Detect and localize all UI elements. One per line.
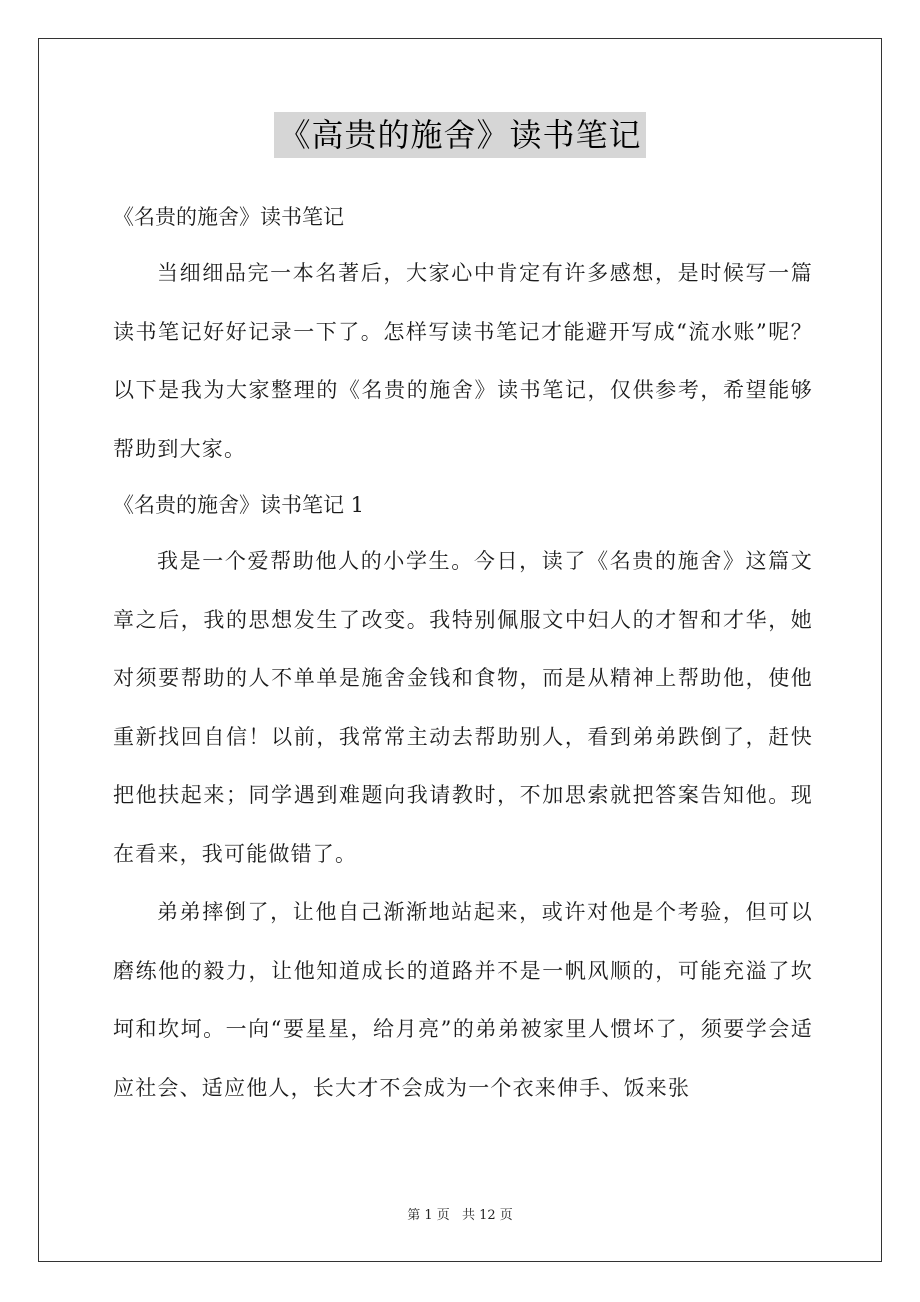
document-subtitle: 《名贵的施舍》读书笔记 [113, 205, 344, 229]
page-number: 第 1 页 [407, 1208, 450, 1223]
body-paragraph-2: 弟弟摔倒了，让他自己渐渐地站起来，或许对他是个考验，但可以磨练他的毅力，让他知道成长的道路并不是一帆风顺的，可能充溢了坎坷和坎坷。一向“要星星，给月亮”的弟弟被家里人惯坏了，须要学会适应社会、适应他人，长大才不会成为一个衣来伸手、饭来张 [113, 900, 813, 1100]
page-footer [0, 1204, 920, 1223]
body-paragraph-1: 我是一个爱帮助他人的小学生。今日，读了《名贵的施舍》这篇文章之后，我的思想发生了改变。我特别佩服文中妇人的才智和才华，她对须要帮助的人不单单是施舍金钱和食物，而是从精神上帮助他，使他重新找回自信！以前，我常常主动去帮助别人，看到弟弟跌倒了，赶快把他扶起来；同学遇到难题向我请教时，不加思索就把答案告知他。现在看来，我可能做错了。 [113, 549, 813, 866]
page-total: 共 12 页 [461, 1208, 513, 1223]
page-title: 《高贵的施舍》读书笔记 [274, 112, 645, 158]
document-body [113, 190, 813, 1117]
intro-paragraph: 当细细品完一本名著后，大家心中肯定有许多感想，是时候写一篇读书笔记好好记录一下了。怎样写读书笔记才能避开写成“流水账”呢？以下是我为大家整理的《名贵的施舍》读书笔记，仅供参考，希望能够帮助到大家。 [113, 261, 813, 461]
section-title: 《名贵的施舍》读书笔记 1 [113, 493, 365, 517]
title-container [0, 112, 920, 158]
